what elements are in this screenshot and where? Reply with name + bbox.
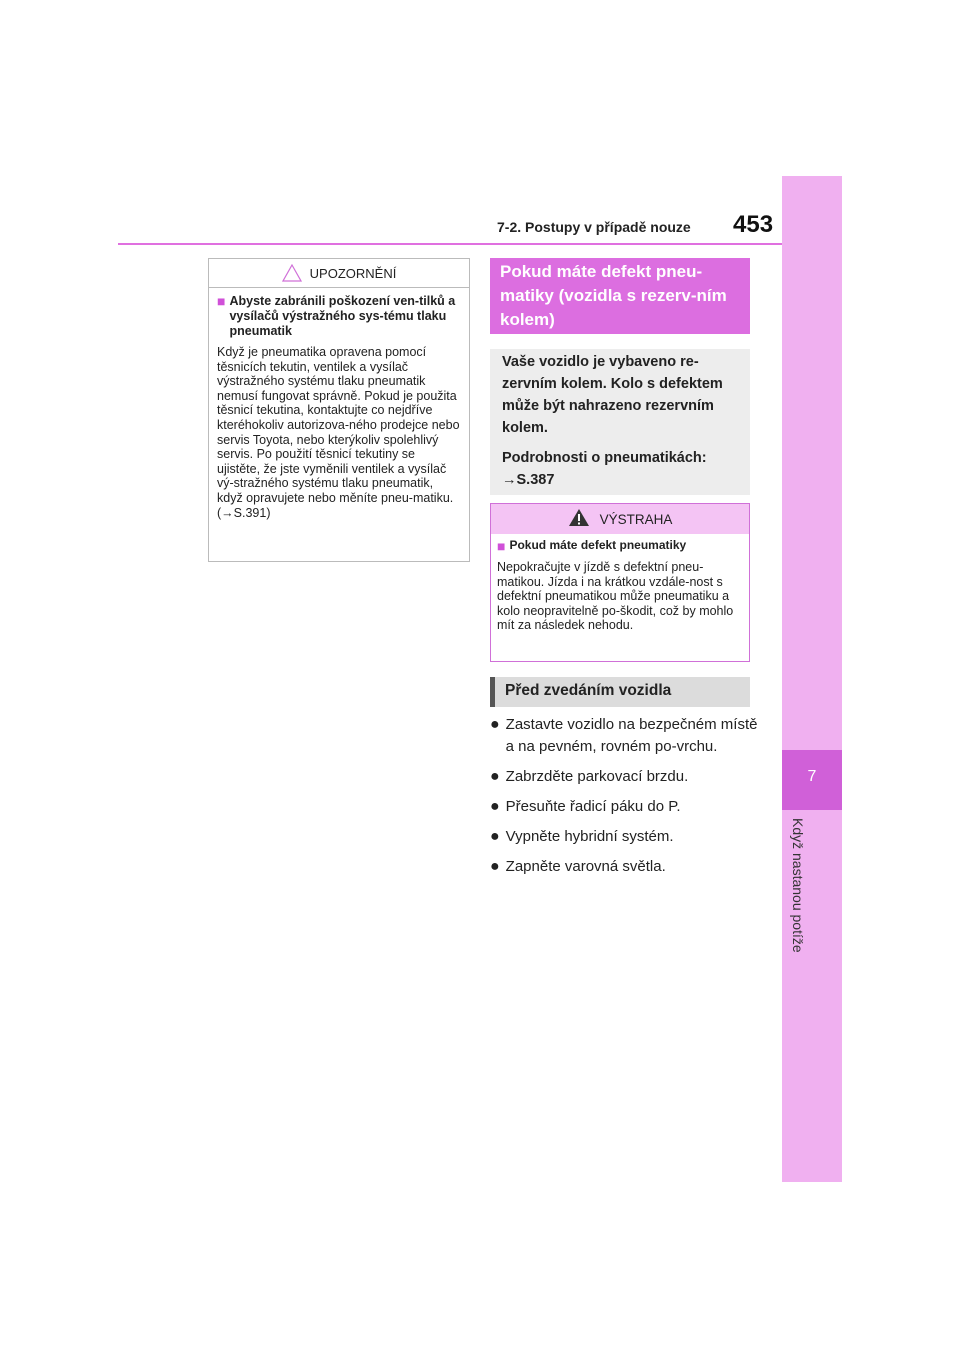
warning-triangle-icon (568, 508, 590, 530)
list-item-text: Přesuňte řadicí páku do P. (505, 798, 681, 815)
bullet-dot-icon: ● (490, 716, 500, 733)
list-item-text: Zapněte varovná světla. (505, 858, 666, 875)
warning-body: Nepokračujte v jízdě s defektní pneu-matikou. Jízda i na krátkou vzdále-nost s defektní pneumatikou může pneumatiku a kolo neopravitelně po-škodit, což by mohlo mít za následek nehodu. (497, 560, 734, 633)
jacking-section-heading: Před zvedáním vozidla (490, 677, 750, 707)
page-number: 453 (733, 211, 774, 238)
side-tab (782, 176, 842, 1182)
caution-subheading (217, 294, 461, 339)
caution-title: UPOZORNĚNÍ (309, 265, 397, 281)
steps-list (490, 714, 760, 886)
caution-triangle-icon (282, 264, 302, 282)
caution-header (209, 259, 469, 288)
header-rule (118, 243, 782, 245)
bullet-dot-icon: ● (490, 858, 500, 875)
square-bullet-icon: ■ (497, 538, 506, 554)
caution-subheading-text: Abyste zabránili poškození ven-tilků a vysílačů výstražného sys-tému tlaku pneumatik (229, 294, 456, 338)
info-details-label: Podrobnosti o pneumatikách: (502, 450, 707, 466)
section-title: 7-2. Postupy v případě nouze (497, 219, 691, 235)
warning-subheading (497, 538, 743, 554)
caution-box (208, 258, 470, 562)
bullet-dot-icon: ● (490, 828, 500, 845)
list-item-text: Zabrzděte parkovací brzdu. (505, 768, 689, 785)
flat-tire-heading: Pokud máte defekt pneu-matiky (vozidla s rezerv-ním kolem) (490, 258, 750, 334)
list-item (490, 766, 760, 788)
info-box (490, 349, 750, 495)
chapter-number: 7 (807, 768, 817, 785)
chapter-label: Když nastanou potíže (790, 818, 806, 953)
warning-subheading-text: Pokud máte defekt pneumatiky (509, 538, 687, 552)
bullet-dot-icon: ● (490, 798, 500, 815)
caution-body: Když je pneumatika opravena pomocí těsnicích tekutin, ventilek a vysílač výstražného systému tlaku pneumatik nemusí fungovat správně. Pokud je použita těsnicí tekutina, kontaktujte co nejdříve kteréhokoliv autorizova-ného prodejce nebo servis Toyota, nebo kterýkoliv spolehlivý servis. Po použití těsnicí tekutiny se ujistěte, že jste vyměnili ventilek a vysílač vý-stražného systému tlaku pneumatik, když opravujete nebo měníte pneu-matiku. (→S.391) (217, 345, 460, 520)
list-item (490, 856, 760, 878)
list-item (490, 796, 760, 818)
warning-title: VÝSTRAHA (599, 511, 673, 527)
list-item (490, 714, 760, 758)
square-bullet-icon: ■ (217, 293, 226, 309)
list-item (490, 826, 760, 848)
info-page-reference[interactable]: →S.387 (502, 472, 555, 488)
warning-header (491, 504, 749, 534)
info-text: Vaše vozidlo je vybaveno re-zervním kolem. Kolo s defektem může být nahrazeno rezervním kolem. (502, 354, 723, 436)
bullet-dot-icon: ● (490, 768, 500, 785)
warning-box (490, 503, 750, 662)
list-item-text: Zastavte vozidlo na bezpečném místě a na pevném, rovném po-vrchu. (505, 716, 758, 755)
list-item-text: Vypněte hybridní systém. (505, 828, 674, 845)
